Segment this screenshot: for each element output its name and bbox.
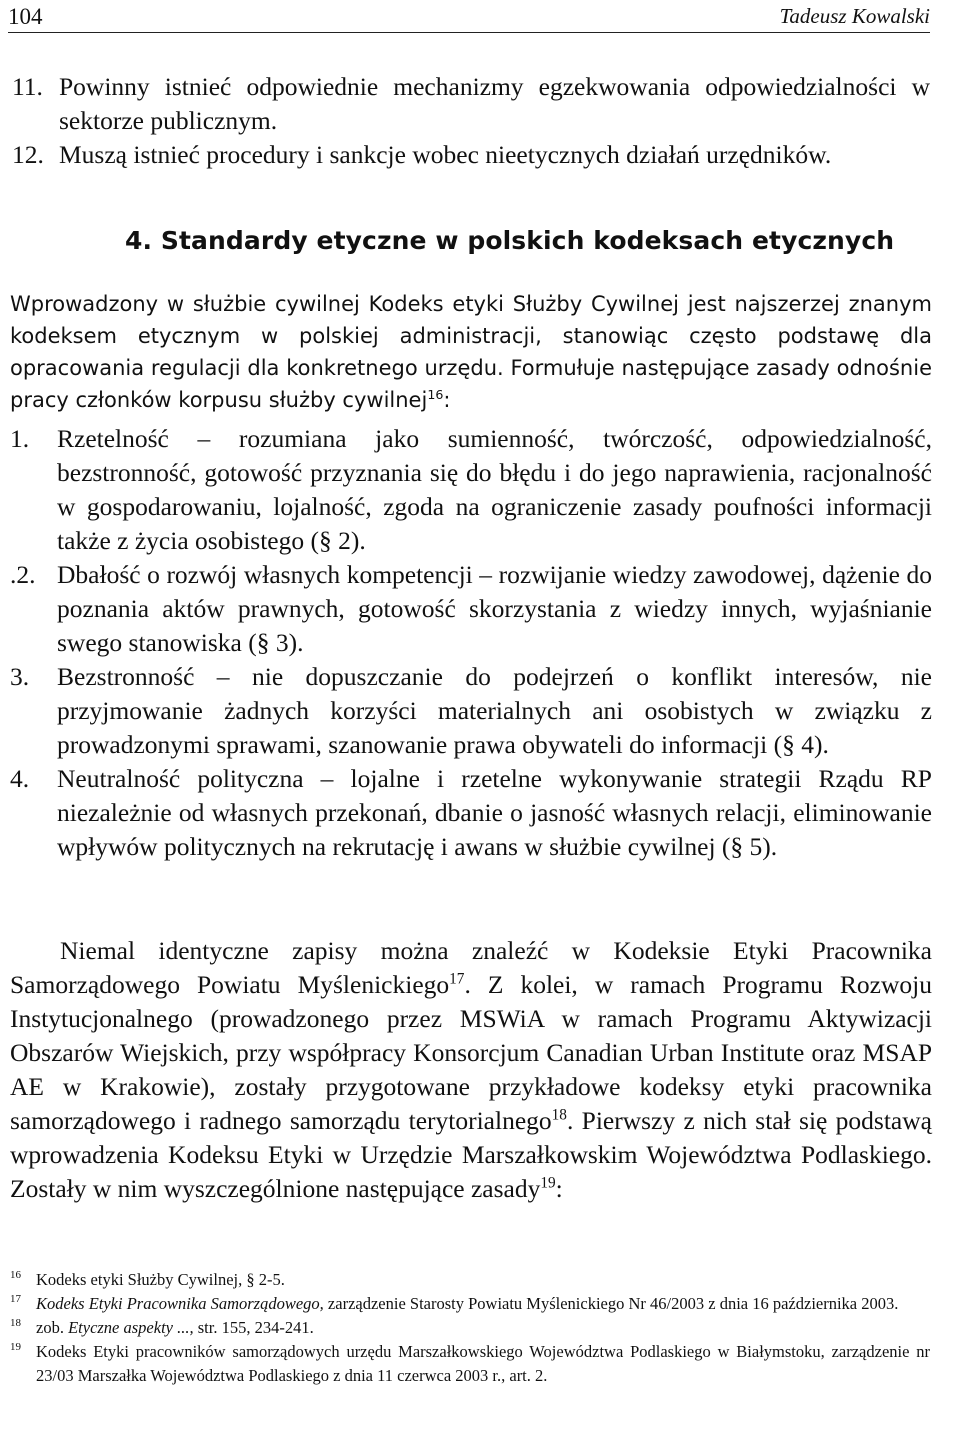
footnote-number: 16 — [10, 1269, 21, 1281]
footnote — [10, 1268, 930, 1292]
footnote-title: Kodeks Etyki Pracownika Samorządowego, — [36, 1294, 324, 1313]
list-item — [10, 660, 932, 762]
footnote — [10, 1292, 930, 1316]
closing-text: . Z kolei, w ramach Programu Rozwoju Instytucjonalnego (prowadzonego przez MSWiA w ramach Programu Aktywizacji Obszarów Wiejskich, przy współpracy Konsorcjum Canadian Urban Institute oraz MSAP AE w Krakowie), zostały przygotowane przykładowe kodeksy etyki pracownika samorządowego i radnego samorządu terytorialnego — [10, 970, 932, 1135]
footnote-ref-17: 17 — [449, 970, 465, 988]
section-heading — [125, 226, 894, 255]
footnote-ref-16: 16 — [427, 387, 444, 402]
list-item-text: Muszą istnieć procedury i sankcje wobec nieetycznych działań urzędników. — [59, 140, 832, 169]
continued-list — [12, 70, 930, 172]
list-item-number: 4. — [10, 764, 30, 793]
footnote-text: Kodeks etyki Służby Cywilnej, § 2-5. — [36, 1270, 285, 1289]
footnote-body: str. 155, 234-241. — [193, 1318, 314, 1337]
list-item-text: Dbałość o rozwój własnych kompetencji – rozwijanie wiedzy zawodowej, dążenie do poznania aktów prawnych, gotowość skorzystania z wiedzy innych, wyjaśnianie swego stanowiska (§ 3). — [57, 560, 932, 657]
principles-list — [10, 422, 932, 864]
section-title: Standardy etyczne w polskich kodeksach etycznych — [160, 226, 895, 255]
closing-text: . Pierwszy z nich stał się podstawą wprowadzenia Kodeksu Etyki w Urzędzie Marszałkowskim Województwa Podlaskiego. Zostały w nim wyszczególnione następujące zasady — [10, 1106, 932, 1203]
page-number: 104 — [8, 4, 43, 29]
list-item — [10, 422, 932, 558]
list-item-number: .2. — [10, 560, 36, 589]
footnote-text — [36, 1292, 930, 1316]
footnote-number: 18 — [10, 1317, 21, 1329]
closing-paragraph — [10, 934, 932, 1206]
closing-text: Niemal identyczne zapisy można znaleźć w Kodeksie Etyki Pracownika Samorządowego Powiatu Myślenickiego — [10, 936, 932, 999]
intro-text: Wprowadzony w służbie cywilnej Kodeks etyki Służby Cywilnej jest najszerzej znanym kodeksem etycznym w polskiej administracji, stanowiąc często podstawę dla opracowania regulacji dla konkretnego urzędu. Formułuje następujące zasady odnośnie pracy członków korpusu służby cywilnej — [10, 292, 932, 412]
list-item — [12, 70, 930, 138]
list-item — [12, 138, 930, 172]
footnote-text — [36, 1316, 930, 1340]
list-item-number: 3. — [10, 662, 30, 691]
list-item-text: Bezstronność – nie dopuszczanie do podejrzeń o konflikt interesów, nie przyjmowanie żadnych korzyści materialnych ani osobistych w związku z prowadzonymi sprawami, szanowanie prawa obywateli do informacji (§ 4). — [57, 662, 932, 759]
footnote-title: Etyczne aspekty ..., — [68, 1318, 194, 1337]
closing-text: : — [555, 1174, 563, 1203]
footnotes — [10, 1268, 930, 1388]
footnote-ref-19: 19 — [540, 1174, 556, 1192]
footnote — [10, 1316, 930, 1340]
footnote-prefix: zob. — [36, 1318, 69, 1337]
list-item-text: Rzetelność – rozumiana jako sumienność, twórczość, odpowiedzialność, bezstronność, gotowość przyznania się do błędu i do jego naprawienia, racjonalność w gospodarowaniu, lojalność, zgoda na ograniczenie zasady poufności informacji także z życia osobistego (§ 2). — [57, 424, 932, 555]
footnote-body: zarządzenie Starosty Powiatu Myślenickiego Nr 46/2003 z dnia 16 października 2003. — [323, 1294, 899, 1313]
footnote-number: 17 — [10, 1293, 21, 1305]
footnote-number: 19 — [10, 1341, 21, 1353]
list-item-number: 11. — [12, 72, 43, 101]
list-item-number: 12. — [12, 140, 44, 169]
list-item-text: Neutralność polityczna – lojalne i rzetelne wykonywanie strategii Rządu RP niezależnie od własnych przekonań, dbanie o jasność własnych relacji, eliminowanie wpływów politycznych na rekrutację i awans w służbie cywilnej (§ 5). — [57, 764, 932, 861]
footnote-text: Kodeks Etyki pracowników samorządowych urzędu Marszałkowskiego Województwa Podlaskiego w Białymstoku, zarządzenie nr 23/03 Marszałka Województwa Podlaskiego z dnia 11 czerwca 2003 r., art. 2. — [36, 1342, 930, 1385]
section-number: 4. — [125, 226, 153, 255]
footnote-ref-18: 18 — [551, 1106, 567, 1124]
running-head-author: Tadeusz Kowalski — [779, 4, 930, 28]
page-header — [8, 2, 930, 33]
list-item-text: Powinny istnieć odpowiednie mechanizmy egzekwowania odpowiedzialności w sektorze publicznym. — [59, 72, 930, 135]
list-item-number: 1. — [10, 424, 30, 453]
intro-text-end: : — [443, 388, 451, 412]
footnote — [10, 1340, 930, 1388]
intro-paragraph — [10, 288, 932, 416]
list-item — [10, 762, 932, 864]
list-item — [10, 558, 932, 660]
